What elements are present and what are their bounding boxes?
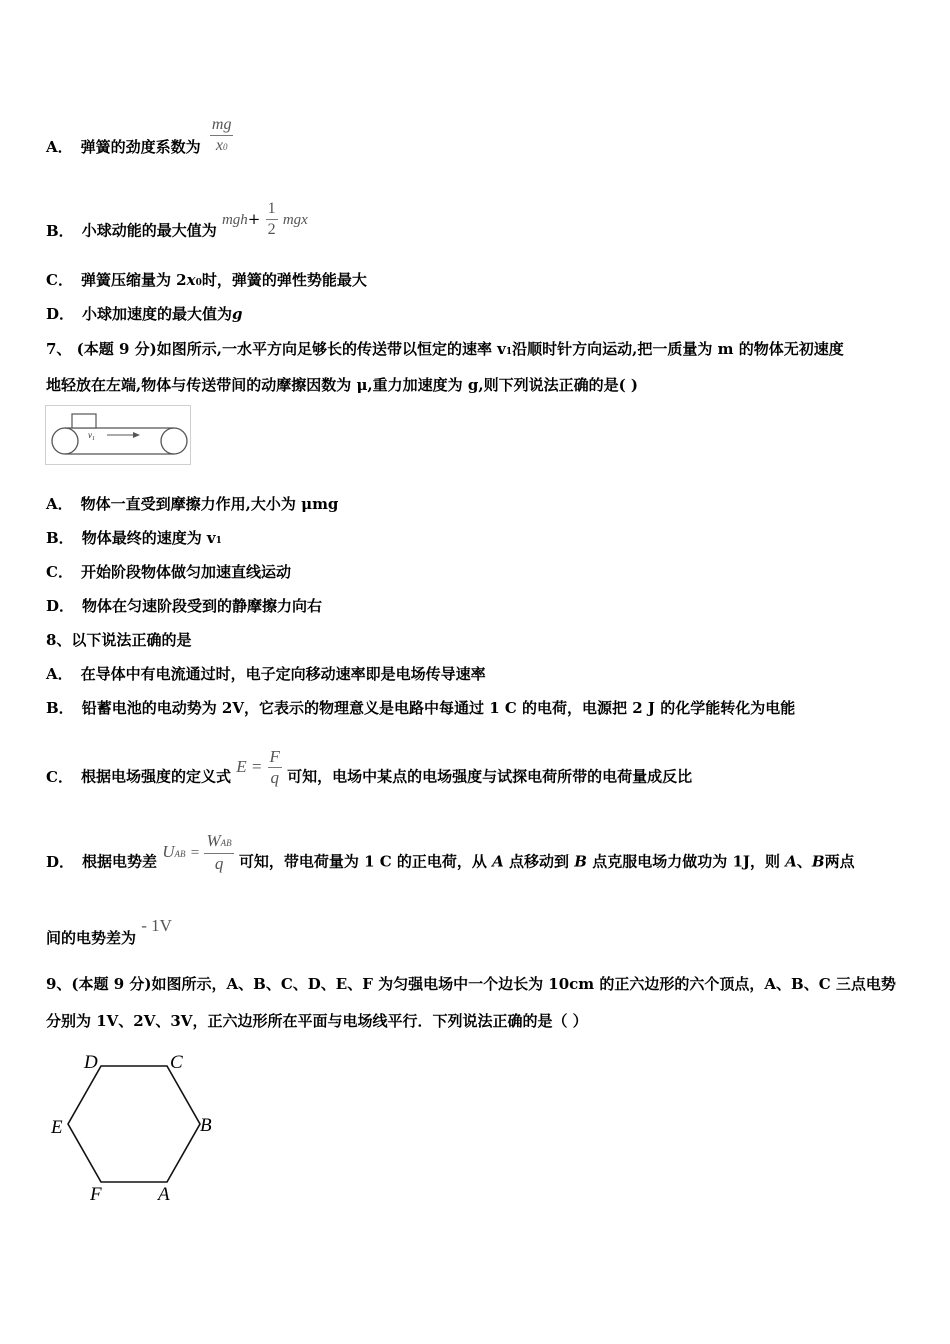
q6-option-a bbox=[46, 116, 233, 169]
velocity-label: $v_1$ bbox=[88, 430, 95, 442]
option-label: D． bbox=[46, 597, 75, 615]
q7-option-b bbox=[46, 528, 222, 551]
vertex-label-d: D bbox=[84, 1052, 98, 1073]
fraction-denominator bbox=[210, 136, 234, 157]
option-text-b: 可知，电场中某点的电场强度与试探电荷所带的电荷量成反比 bbox=[287, 767, 693, 786]
potential-value: - 1V bbox=[141, 916, 172, 935]
fraction-denominator: q bbox=[214, 854, 224, 873]
num-sub: AB bbox=[220, 838, 232, 848]
option-label: B． bbox=[46, 699, 74, 717]
fraction-denominator: 2 bbox=[267, 221, 276, 238]
field-fraction bbox=[268, 747, 282, 788]
option-text: 在导体中有电流通过时，电子定向移动速率即是电场传导速率 bbox=[80, 665, 486, 683]
den-var: x bbox=[215, 137, 223, 154]
block bbox=[72, 414, 96, 428]
kinetic-expression bbox=[221, 200, 308, 238]
option-text-e: 两点 bbox=[824, 852, 855, 871]
formula-u-sub: AB bbox=[174, 848, 186, 859]
option-text-d: 点克服电场力做功为 1J，则 bbox=[592, 852, 780, 871]
q7-option-a bbox=[46, 494, 338, 514]
formula-lhs: E = bbox=[236, 756, 263, 776]
field-formula bbox=[236, 747, 287, 787]
option-text: 弹簧的劲度系数为 bbox=[80, 138, 201, 156]
vertex-label-a: A bbox=[158, 1184, 170, 1205]
option-text: 开始阶段物体做匀加速直线运动 bbox=[80, 563, 291, 581]
q6-option-b bbox=[46, 200, 308, 252]
q8-option-d-cont bbox=[46, 916, 172, 948]
option-label: C． bbox=[46, 563, 73, 581]
num-var: W bbox=[206, 831, 221, 850]
fraction-numerator: mg bbox=[210, 115, 234, 136]
point-a-2: A bbox=[785, 852, 797, 871]
q9-stem-line2: 分别为 1V、2V、3V，正六边形所在平面与电场线平行．下列说法正确的是（ ） bbox=[46, 1012, 588, 1030]
hexagon-figure bbox=[46, 1048, 226, 1208]
fraction-denominator: q bbox=[270, 768, 279, 787]
potential-formula bbox=[162, 831, 239, 873]
den-sub: 0 bbox=[222, 142, 228, 152]
stem-text-a: 7、 (本题 9 分)如图所示,一水平方向足够长的传送带以恒定的速率 v bbox=[46, 340, 506, 358]
point-b: B bbox=[574, 852, 587, 871]
option-label: A． bbox=[46, 495, 73, 513]
stiffness-fraction bbox=[210, 115, 234, 157]
q7-option-c bbox=[46, 562, 291, 582]
stem-text-b: 沿顺时针方向运动,把一质量为 m 的物体无初速度 bbox=[512, 340, 844, 358]
potential-fraction bbox=[204, 831, 233, 874]
vertex-label-c: C bbox=[170, 1052, 183, 1073]
q7-option-d bbox=[46, 596, 322, 616]
formula-eq: = bbox=[190, 844, 200, 861]
stem-sub: 1 bbox=[505, 347, 513, 357]
formula-u: U bbox=[162, 841, 175, 861]
option-label: B． bbox=[46, 529, 74, 547]
vertex-label-f: F bbox=[90, 1184, 102, 1205]
q6-option-d bbox=[46, 304, 243, 324]
option-text: 物体一直受到摩擦力作用,大小为 μmg bbox=[80, 495, 339, 513]
q8-option-b bbox=[46, 698, 795, 718]
option-text-f: 间的电势差为 bbox=[46, 929, 137, 947]
expr-part-a: mgh bbox=[221, 211, 248, 228]
option-text: 小球加速度的最大值为 bbox=[82, 305, 233, 323]
fraction-numerator: F bbox=[269, 747, 280, 766]
conveyor-belt-figure bbox=[45, 405, 191, 465]
velocity-arrow-head bbox=[133, 432, 140, 438]
option-text: 铅蓄电池的电动势为 2V，它表示的物理意义是电路中每通过 1 C 的电荷，电源把 2 J 的化学能转化为电能 bbox=[81, 699, 796, 717]
option-text-a: 根据电势差 bbox=[82, 852, 158, 871]
option-var: g bbox=[232, 305, 243, 323]
plus-sign: + bbox=[247, 209, 261, 228]
point-a: A bbox=[492, 852, 504, 871]
q8-option-d bbox=[46, 831, 855, 884]
separator: 、 bbox=[796, 852, 812, 871]
option-text-b: 可知，带电荷量为 1 C 的正电荷，从 bbox=[238, 852, 487, 871]
option-label: A． bbox=[46, 665, 73, 683]
q8-stem: 8、以下说法正确的是 bbox=[46, 631, 192, 649]
option-text-a: 弹簧压缩量为 2 bbox=[80, 271, 187, 289]
option-text: 物体在匀速阶段受到的静摩擦力向右 bbox=[82, 597, 323, 615]
q9-stem-line1: 9、(本题 9 分)如图所示，A、B、C、D、E、F 为匀强电场中一个边长为 10cm 的正六边形的六个顶点，A、B、C 三点电势 bbox=[46, 975, 896, 993]
fraction-numerator bbox=[204, 831, 233, 854]
option-var: x bbox=[186, 271, 196, 289]
option-label: C． bbox=[46, 271, 73, 289]
option-label: D． bbox=[46, 305, 75, 323]
option-text: 小球动能的最大值为 bbox=[81, 221, 217, 240]
option-label: C． bbox=[46, 767, 73, 786]
option-sub: 1 bbox=[215, 536, 222, 546]
option-text-a: 根据电场强度的定义式 bbox=[80, 767, 231, 786]
option-label: D． bbox=[46, 852, 75, 871]
option-text: 物体最终的速度为 v bbox=[81, 529, 216, 547]
option-sub: 0 bbox=[195, 278, 202, 288]
vertex-label-e: E bbox=[51, 1117, 63, 1138]
q8-option-c bbox=[46, 747, 693, 798]
left-roller bbox=[52, 428, 78, 454]
q7-stem-line1 bbox=[46, 339, 844, 362]
option-text-b: 时，弹簧的弹性势能最大 bbox=[201, 271, 367, 289]
option-label: B． bbox=[46, 221, 74, 240]
option-text-c: 点移动到 bbox=[509, 852, 570, 871]
option-label: A． bbox=[46, 138, 73, 156]
half-fraction bbox=[266, 199, 278, 240]
q7-stem-line2: 地轻放在左端,物体与传送带间的动摩擦因数为 μ,重力加速度为 g,则下列说法正确的是( ) bbox=[46, 376, 638, 394]
q8-option-a bbox=[46, 664, 486, 684]
point-b-2: B bbox=[811, 852, 825, 871]
vertex-label-b: B bbox=[200, 1115, 212, 1136]
expr-part-b: mgx bbox=[282, 211, 308, 228]
fraction-numerator: 1 bbox=[266, 199, 278, 220]
q6-option-c bbox=[46, 270, 367, 293]
right-roller bbox=[161, 428, 187, 454]
hexagon bbox=[68, 1066, 200, 1182]
